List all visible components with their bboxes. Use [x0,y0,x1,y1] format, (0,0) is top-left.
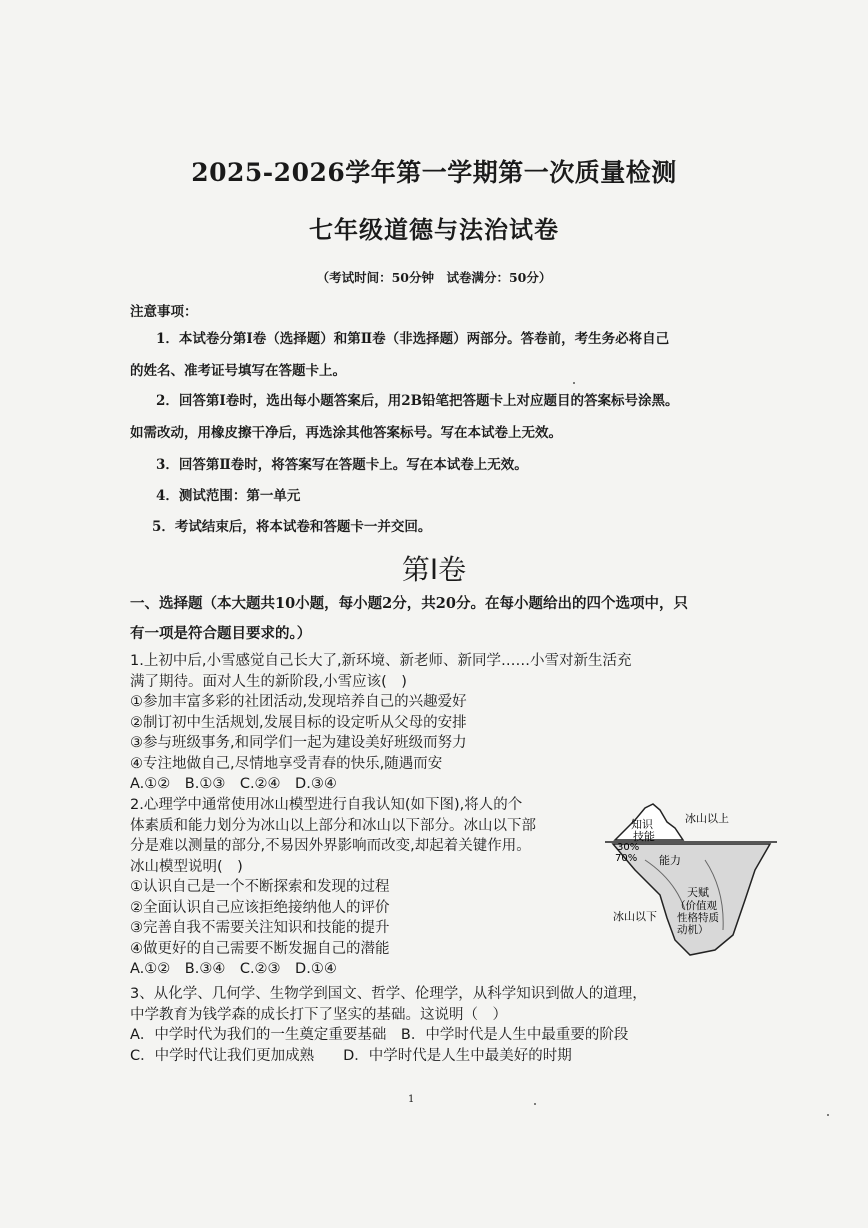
section-instructions: 一、选择题（本大题共10小题，每小题2分，共20分。在每小题给出的四个选项中，只 [130,595,688,612]
iceberg-pct-below: 70% [615,853,638,864]
question-option: ①参加丰富多彩的社团活动,发现培养自己的兴趣爱好 [130,694,467,710]
question-option: ②全面认识自己应该拒绝接纳他人的评价 [130,899,390,916]
iceberg-below-label: 冰山以下 [613,910,657,923]
scan-speck [573,382,575,384]
exam-info: （考试时间：50分钟 试卷满分：50分） [316,270,552,285]
question-option: ③参与班级事务,和同学们一起为建设美好班级而努力 [130,735,467,751]
question-line: 1.上初中后,小雪感觉自己长大了,新环境、新老师、新同学……小雪对新生活充 [130,653,632,669]
iceberg-ability: 能力 [659,854,681,867]
notice-item: 如需改动，用橡皮擦干净后，再选涂其他答案标号。写在本试卷上无效。 [130,425,562,441]
notice-item: 4．测试范围：第一单元 [156,488,301,504]
iceberg-values-3: 动机） [677,924,709,936]
notice-item: 5．考试结束后，将本试卷和答题卡一并交回。 [152,519,432,535]
question-option: A．中学时代为我们的一生奠定重要基础 B．中学时代是人生中最重要的阶段 [130,1027,629,1043]
exam-title: 2025-2026学年第一学期第一次质量检测 [191,158,677,187]
notice-item: 2．回答第Ⅰ卷时，选出每小题答案后，用2B铅笔把答题卡上对应题目的答案标号涂黑。 [156,393,679,409]
exam-subtitle: 七年级道德与法治试卷 [309,215,559,244]
scan-speck [827,1114,829,1116]
iceberg-knowledge: 知识 [631,818,653,831]
scan-speck [534,1103,536,1105]
question-line: 体素质和能力划分为冰山以上部分和冰山以下部分。冰山以下部 [130,817,536,834]
notice-item: 的姓名、准考证号填写在答题卡上。 [130,363,346,379]
question-answers: A.①② B.①③ C.②④ D.③④ [130,776,337,792]
iceberg-pct-above: 30% [617,842,640,853]
question-option: ①认识自己是一个不断探索和发现的过程 [130,879,390,895]
notice-item: 1．本试卷分第Ⅰ卷（选择题）和第Ⅱ卷（非选择题）两部分。答卷前，考生务必将自己 [156,331,670,347]
iceberg-values-1: （价值观 [675,900,717,912]
page-number: 1 [408,1094,415,1105]
question-2 [130,795,536,980]
notice-title: 注意事项： [130,304,198,320]
iceberg-skill: 技能 [633,830,655,843]
question-line: 满了期待。面对人生的新阶段,小雪应该( ) [130,673,407,690]
question-line: 冰山模型说明( ) [130,858,243,875]
section-instructions: 有一项是符合题目要求的。） [130,625,312,642]
question-answers: A.①② B.③④ C.②③ D.①④ [130,961,337,977]
question-line: 3、从化学、几何学、生物学到国文、哲学、伦理学，从科学知识到做人的道理， [130,986,647,1002]
question-option: ②制订初中生活规划,发展目标的设定听从父母的安排 [130,714,467,731]
question-3 [130,984,647,1066]
iceberg-talent: 天赋 [687,886,709,899]
question-option: ④专注地做自己,尽情地享受青春的快乐,随遇而安 [130,755,443,772]
iceberg-values-2: 性格特质 [677,912,719,924]
question-option: C．中学时代让我们更加成熟 D．中学时代是人生中最美好的时期 [130,1047,572,1064]
notice-item: 3．回答第Ⅱ卷时，将答案写在答题卡上。写在本试卷上无效。 [156,457,528,473]
question-line: 中学教育为钱学森的成长打下了坚实的基础。这说明（ ） [130,1006,507,1023]
iceberg-diagram [605,800,777,962]
section-title: 第Ⅰ卷 [401,555,467,586]
question-line: 分是难以测量的部分,不易因外界影响而改变,却起着关键作用。 [130,838,531,854]
iceberg-above-label: 冰山以上 [685,812,729,825]
question-option: ③完善自我不需要关注知识和技能的提升 [130,920,390,936]
question-1 [130,651,632,795]
question-option: ④做更好的自己需要不断发掘自己的潜能 [130,940,390,957]
question-line: 2.心理学中通常使用冰山模型进行自我认知(如下图),将人的个 [130,797,523,813]
